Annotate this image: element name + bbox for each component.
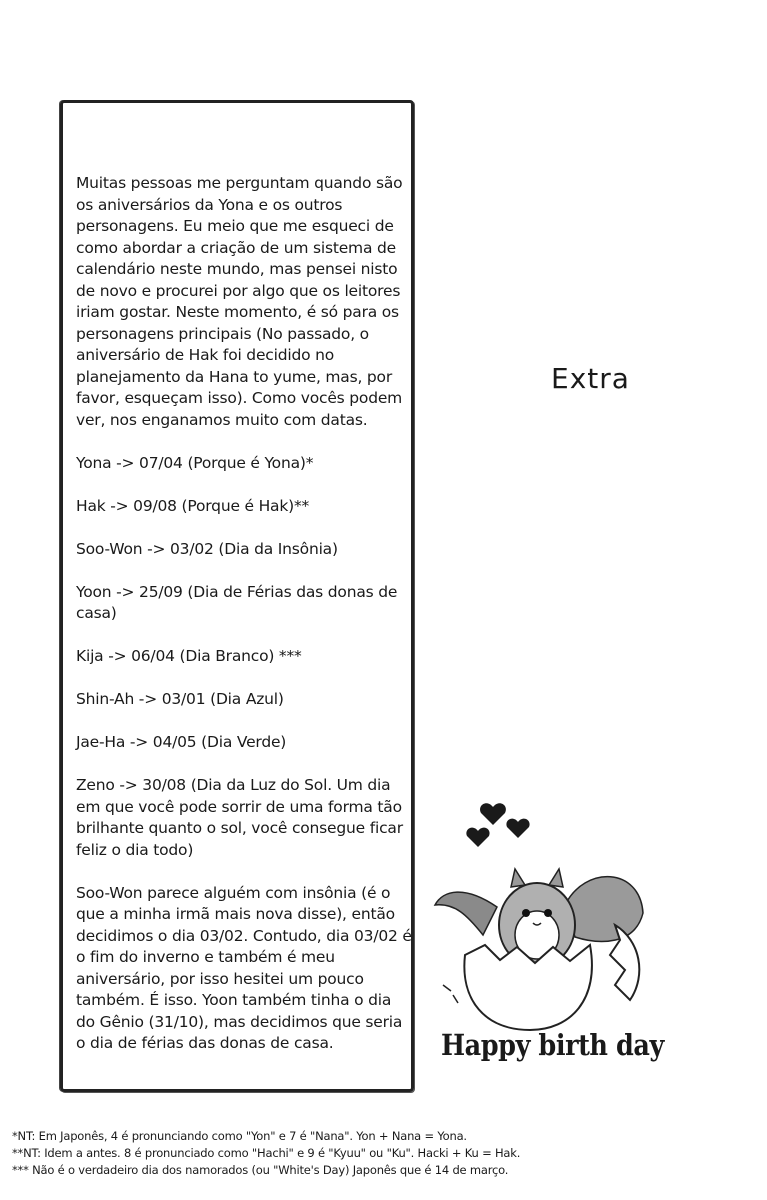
footnotes xyxy=(12,1128,520,1179)
birthday-zeno: Zeno -> 30/08 (Dia da Luz do Sol. Um dia em que você pode sorrir de uma forma tão brilhante quanto o sol, você consegue ficar feliz o dia todo) xyxy=(76,776,403,859)
footnote-3: *** Não é o verdadeiro dia dos namorados (ou "White's Day) Japonês que é 14 de março. xyxy=(12,1163,509,1177)
tail xyxy=(565,877,643,942)
birthday-yona: Yona -> 07/04 (Porque é Yona)* xyxy=(76,453,314,472)
heart-icon xyxy=(506,819,529,838)
footnote-1: *NT: Em Japonês, 4 é pronunciando como "Yon" e 7 é "Nana". Yon + Nana = Yona. xyxy=(12,1129,467,1143)
intro-paragraph: Muitas pessoas me perguntam quando são os aniversários da Yona e os outros personagens. Eu meio que me esqueci de como abordar a criação de um sistema de calendário neste mundo, mas pensei nisto de novo e procurei por algo que os leitores iriam gostar. Neste momento, é só para os personagens principais (No passado, o aniversário de Hak foi decidido no planejamento da Hana to yume, mas, por favor, esqueçam isso). Como vocês podem ver, nos enganamos muito com datas. xyxy=(76,174,403,429)
birthday-kija: Kija -> 06/04 (Dia Branco) *** xyxy=(76,647,302,665)
footnote-2: **NT: Idem a antes. 8 é pronunciado como "Hachi" e 9 é "Kyuu" ou "Ku". Hacki + Ku = Hak. xyxy=(12,1146,521,1160)
heart-icon xyxy=(480,803,506,825)
birthday-jae-ha: Jae-Ha -> 04/05 (Dia Verde) xyxy=(76,733,287,751)
happy-birthday-caption: Happy birth day xyxy=(441,1028,664,1062)
heart-icon xyxy=(466,828,489,847)
text-panel xyxy=(76,173,412,1076)
closing-paragraph: Soo-Won parece alguém com insônia (é o que a minha irmã mais nova disse), então decidimos o dia 03/02. Contudo, dia 03/02 é o fim do inverno e também é meu aniversário, por isso hesitei um pouco também. É isso. Yoon também tinha o dia do Gênio (31/10), mas decidimos que seria o dia de férias das donas de casa. xyxy=(76,883,412,1052)
birthday-soo-won: Soo-Won -> 03/02 (Dia da Insônia) xyxy=(76,539,338,558)
birthday-shin-ah: Shin-Ah -> 03/01 (Dia Azul) xyxy=(76,690,284,708)
birthday-yoon: Yoon -> 25/09 (Dia de Férias das donas de casa) xyxy=(76,582,398,622)
egg-shell-bottom xyxy=(464,945,592,1030)
left-wing xyxy=(435,892,497,935)
birthday-hak: Hak -> 09/08 (Porque é Hak)** xyxy=(76,496,310,515)
extra-title: Extra xyxy=(551,362,630,395)
